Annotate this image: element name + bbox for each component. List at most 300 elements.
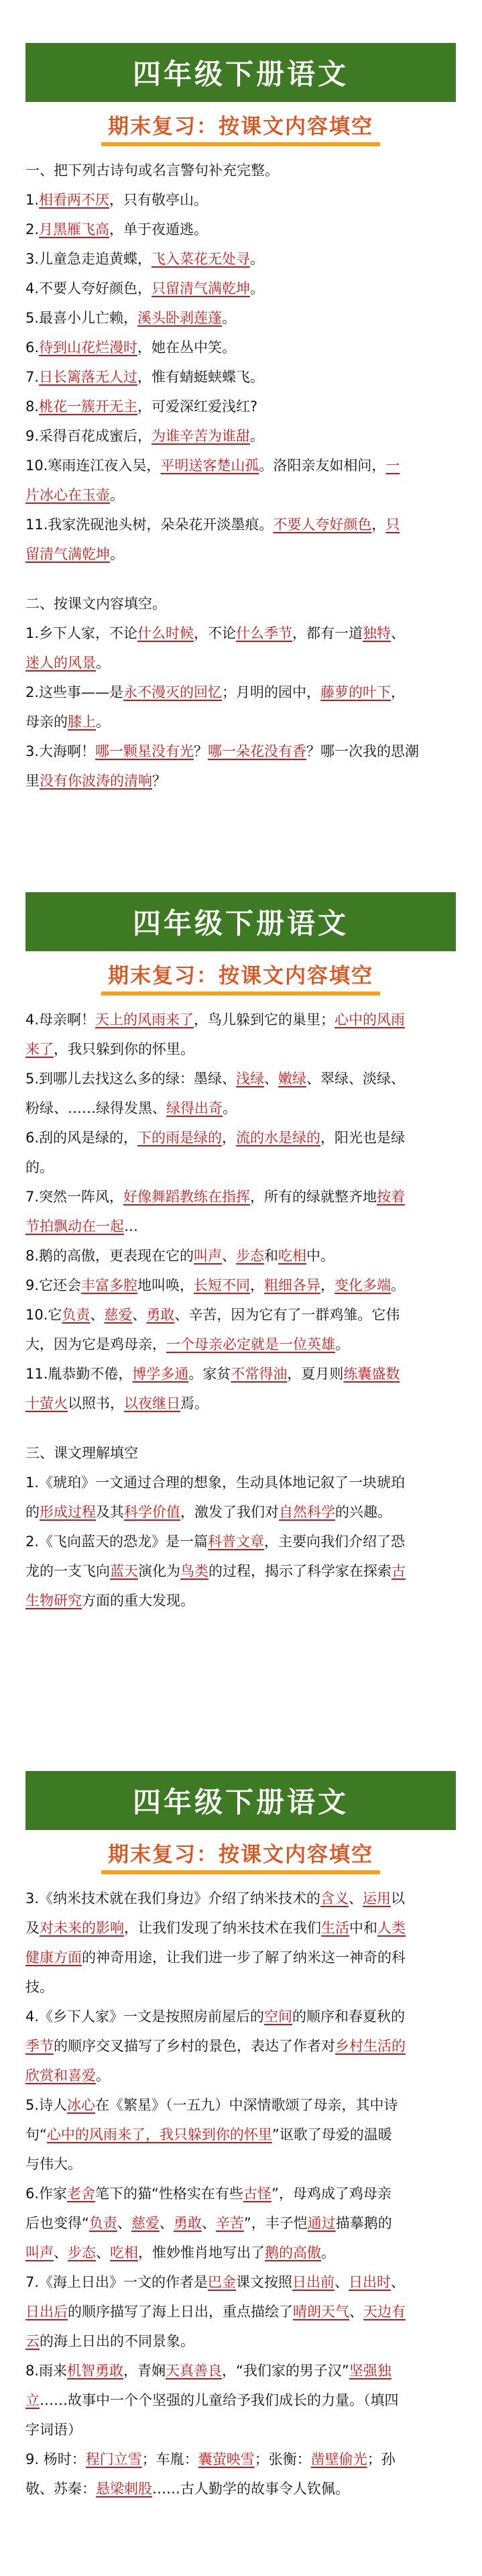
body-text: 方面的重大发现。 (82, 1593, 194, 1609)
answer-text: 自然科学 (279, 1504, 335, 1520)
answer-text: 运用 (363, 1890, 391, 1907)
body-text: ，所有的绿就整齐地 (250, 1189, 377, 1205)
text-line (25, 303, 456, 333)
body-text: 7.突然一阵风， (25, 1189, 124, 1205)
answer-text: 叫声 (25, 2245, 54, 2261)
text-line (25, 619, 456, 648)
body-text: 课文按照 (236, 2274, 293, 2290)
body-text: 3.《纳米技术就在我们身边》介绍了纳米技术的 (25, 1890, 321, 1907)
body-text: ，可爱深红爱浅红? (137, 398, 258, 415)
body-text: 的顺序描写了海上日出，重点描绘了 (68, 2304, 293, 2320)
body-text: 7. (25, 369, 40, 385)
answer-text: 鹅的高傲 (265, 2245, 321, 2261)
answer-text: 日出前 (292, 2274, 335, 2290)
answer-text: 天上的风雨来了 (95, 1012, 194, 1028)
answer-text: 膝上 (68, 714, 96, 730)
body-text: 的神奇用途，让我们进一步了解了纳米这一神奇的科 (82, 1949, 406, 1966)
body-text: ”讴歌了母爱的温暖 (272, 2127, 392, 2143)
answer-text: 藤萝的叶下 (320, 684, 391, 700)
text-line (25, 648, 456, 678)
body-text: 9.采得百花成蜜后， (25, 428, 152, 444)
answer-text: 空间 (264, 2008, 293, 2025)
text-line (25, 362, 456, 392)
text-line (25, 1330, 456, 1359)
answer-text: 含义 (320, 1890, 349, 1907)
body-text: 6. (25, 339, 40, 356)
text-line (25, 2267, 456, 2297)
body-text: 、 (96, 2245, 110, 2261)
answer-text: 立 (25, 2392, 40, 2408)
body-text: ，我只躲到你的怀里。 (54, 1041, 194, 1057)
body-text: 里 (25, 773, 40, 789)
body-text: 技。 (25, 1979, 54, 1995)
body-text: ，不论 (194, 625, 237, 641)
body-text: 1.《琥珀》一文通过合理的想象，生动具体地记叙了一块琥珀 (25, 1474, 406, 1491)
answer-text: 冰心 (67, 2097, 96, 2113)
subtitle-wrap (25, 102, 456, 153)
body-text: 、辛苦，因为它有了一群鸡雏。它伟 (174, 1307, 400, 1323)
text-line (25, 185, 456, 215)
answer-text: 桃花一簇开无主 (39, 398, 138, 415)
body-text: 。 (321, 2245, 335, 2261)
text-line (25, 1972, 456, 2002)
answer-text: 不常得油 (231, 1366, 288, 1382)
body-text: 的。 (25, 1159, 54, 1175)
body-text: 8.雨来 (25, 2363, 68, 2379)
answer-text: 生物研究 (25, 1593, 82, 1609)
answer-text: 心中的风雨 (335, 1012, 406, 1028)
body-text: ， (320, 1277, 335, 1293)
answer-text: 没有你波涛的清响 (40, 773, 152, 789)
answer-text: 流的水是绿的 (236, 1130, 321, 1146)
text-line (25, 1913, 456, 1943)
body-text: 、 (159, 2215, 174, 2231)
body-text: 。 (250, 428, 265, 444)
answer-text: 生活 (321, 1920, 349, 1936)
answer-text: 待到山花烂漫时 (39, 339, 138, 356)
body-text: 。 (250, 280, 265, 297)
answer-text: 以夜继日 (124, 1395, 180, 1411)
body-text: 10.它 (25, 1307, 62, 1323)
answer-text: 囊萤映雪 (198, 2451, 255, 2467)
body-text: ， (391, 684, 406, 700)
body-text: 及 (25, 1920, 40, 1936)
text-line (25, 215, 456, 244)
panel-header (25, 1771, 456, 1881)
answer-text: 程门立雪 (85, 2451, 142, 2467)
body-text: ，夏月则 (287, 1366, 344, 1382)
answer-text: 欣赏和喜爱 (25, 2068, 96, 2084)
text-line (25, 451, 456, 480)
text-line (25, 2326, 456, 2356)
body-text: ”，母鸡成了鸡母亲 (271, 2186, 391, 2202)
text-line (25, 1389, 456, 1418)
body-text: ？ (194, 743, 208, 759)
text-line (25, 2445, 456, 2474)
answer-text: 天边有 (363, 2304, 406, 2320)
answer-text: 悬梁刺股 (96, 2481, 152, 2497)
text-line (25, 2208, 456, 2238)
answer-text: 长短不同 (194, 1277, 251, 1293)
body-text: 6.刮的风是绿的， (25, 1130, 138, 1146)
body-text: 。 (96, 2068, 110, 2084)
body-text: 4.母亲啊！ (25, 1012, 96, 1028)
text-line (25, 707, 456, 737)
body-text: 、 (90, 1307, 105, 1323)
answer-text: 粗细各异 (264, 1277, 321, 1293)
answer-text: 哪一朵花没有香 (208, 743, 307, 759)
body-text: 焉。 (180, 1395, 208, 1411)
panel-3 (25, 1771, 456, 2504)
body-text: 、 (335, 2274, 349, 2290)
answer-text: 巴金 (208, 2274, 237, 2290)
answer-text: 飞入菜花无处寻 (152, 251, 251, 267)
body-text: 、 (391, 625, 406, 641)
answer-text: 步态 (236, 1248, 265, 1264)
body-text: 4.《乡下人家》一文是按照房前屋后的 (25, 2008, 265, 2025)
answer-text: 鸟类 (180, 1563, 208, 1579)
body-text: 中和 (349, 1920, 377, 1936)
answer-text: 按着 (377, 1189, 406, 1205)
body-text: 6.作家 (25, 2186, 68, 2202)
body-text: ，惟妙惟肖地写出了 (138, 2245, 265, 2261)
body-text: ，鸟儿躲到它的巢里； (194, 1012, 335, 1028)
body-text: 中。 (306, 1248, 335, 1264)
text-line (25, 539, 456, 569)
answer-text: 日出时 (349, 2274, 391, 2290)
body-text: ，青娴 (123, 2363, 166, 2379)
answer-text: 机智勇敢 (67, 2363, 124, 2379)
text-line (25, 1093, 456, 1123)
body-text: 的顺序和春夏秋的 (292, 2008, 406, 2025)
answer-text: 天真善良 (166, 2363, 223, 2379)
answer-text: 对未来的影响 (40, 1920, 124, 1936)
body-text: ，“我们家的男子汉” (222, 2363, 349, 2379)
answer-text: 云 (25, 2333, 40, 2349)
answer-text: 凿壁偷光 (310, 2451, 367, 2467)
body-text: 后也变得“ (25, 2215, 89, 2231)
body-text: 大，因为它是鸡母亲， (25, 1336, 166, 1352)
body-text: 3.儿童急走追黄蝶， (25, 251, 152, 267)
body-text: ，都有一道 (292, 625, 363, 641)
answer-text: 月黑雁飞高 (39, 221, 110, 237)
panel-header (25, 892, 456, 1002)
text-line (25, 1064, 456, 1093)
answer-text: 丰富多腔 (81, 1277, 138, 1293)
body-text: 、 (117, 2215, 131, 2231)
answer-text: 日长篱落无人过 (39, 369, 138, 385)
text-line (25, 1497, 456, 1527)
answer-text: 溪头卧剥莲蓬 (137, 310, 223, 326)
panel-2 (25, 892, 456, 1615)
text-line (25, 244, 456, 274)
body-text: 描摹鹅的 (335, 2215, 392, 2231)
subtitle-wrap (25, 1830, 456, 1881)
text-line (25, 737, 456, 766)
text-line (25, 1152, 456, 1182)
body-text: 。 (110, 546, 124, 562)
text-line (25, 2356, 456, 2385)
text-line (25, 333, 456, 362)
answer-text: 平明送客楚山孤 (160, 458, 259, 474)
answer-text: 科学价值 (124, 1504, 180, 1520)
body-text: 。 (222, 310, 237, 326)
body-text: 。洛阳亲友如相问， (259, 458, 386, 474)
body-text: 11.我家洗砚池头树，朵朵花开淡墨痕。 (25, 517, 274, 533)
body-text: 的海上日出的不同景象。 (40, 2333, 194, 2349)
text-line (25, 274, 456, 303)
answer-text: 坚强独 (349, 2363, 391, 2379)
body-text: 8.鹅的高傲，更表现在它的 (25, 1248, 194, 1264)
body-text: 9. 杨时： (25, 2451, 86, 2467)
body-text: 9.它还会 (25, 1277, 82, 1293)
body-text: 和 (264, 1248, 279, 1264)
answer-text: 蓝天 (110, 1563, 138, 1579)
answer-text: 变化多端 (335, 1277, 391, 1293)
body-text: 、 (264, 1071, 279, 1087)
answer-text: 辛苦 (215, 2215, 244, 2231)
body-text: 。 (96, 714, 110, 730)
body-text: 三、课文理解填空 (25, 1445, 138, 1461)
body-text: 1.乡下人家，不论 (25, 625, 138, 641)
body-text: 。 (110, 487, 124, 503)
body-text: ”，丰子恺 (243, 2215, 308, 2231)
text-line (25, 1359, 456, 1389)
answer-text: 一 (385, 458, 400, 474)
text-line (25, 1438, 456, 1468)
answer-text: 勇敢 (173, 2215, 202, 2231)
body-text: ……故事中一个个坚强的儿童给予我们成长的力量。（填四 (40, 2392, 399, 2408)
text-line (25, 1241, 456, 1271)
body-text: 地叫唤， (137, 1277, 194, 1293)
body-text: 、 (391, 2274, 406, 2290)
answer-text: 来了 (25, 1041, 54, 1057)
text-line (25, 2031, 456, 2061)
answer-text: 日出后 (25, 2304, 68, 2320)
answer-text: 老舍 (67, 2186, 96, 2202)
answer-text: 晴朗天气 (293, 2304, 349, 2320)
answer-text: 只 (385, 517, 400, 533)
answer-text: 嫩绿 (278, 1071, 307, 1087)
text-line (25, 1586, 456, 1615)
answer-text: 吃相 (110, 2245, 138, 2261)
text-line (25, 392, 456, 421)
body-text: ，只有敬亭山。 (109, 192, 208, 208)
text-line (25, 1943, 456, 1972)
answer-text: 独特 (363, 625, 391, 641)
body-text: ，激发了我们对 (180, 1504, 279, 1520)
answer-text: 心中的风雨来了，我只躲到你的怀里 (46, 2127, 272, 2143)
text-line (25, 2415, 456, 2445)
answer-text: 永不漫灭的回忆 (123, 684, 223, 700)
text-line (25, 678, 456, 707)
body-text: 二、按课文内容填空。 (25, 596, 166, 612)
text-line (25, 1182, 456, 1212)
text-line (25, 1034, 456, 1064)
body-text: 。 (335, 1336, 349, 1352)
answer-text: 相看两不厌 (39, 192, 110, 208)
body-text: 演化为 (138, 1563, 180, 1579)
answer-text: 片冰心在玉壶 (25, 487, 110, 503)
text-line (25, 1212, 456, 1241)
answer-text: 留清气满乾坤 (25, 546, 110, 562)
answer-text: 节拍飘动在一起 (25, 1218, 124, 1234)
body-text: 笔下的猫“性格实在有些 (95, 2186, 243, 2202)
panel-content (25, 1002, 456, 1615)
body-text: 、 (54, 2245, 68, 2261)
body-text: ？哪一次我的思潮 (306, 743, 420, 759)
text-line (25, 156, 456, 185)
body-text: 字词语） (25, 2422, 82, 2438)
body-text: ，她在丛中笑。 (137, 339, 237, 356)
body-text: 5.最喜小儿亡赖， (25, 310, 138, 326)
body-text: ……古人勤学的故事令人钦佩。 (152, 2481, 349, 2497)
body-text: 、 (201, 2215, 216, 2231)
body-text: 、 (349, 2304, 363, 2320)
text-line (25, 1884, 456, 1913)
body-text: ，单于夜遁逃。 (109, 221, 208, 237)
body-text: 。 (391, 1277, 406, 1293)
body-text: 的兴趣。 (335, 1504, 391, 1520)
text-line (25, 480, 456, 510)
spacer (25, 569, 456, 589)
title-bar (25, 1771, 456, 1830)
answer-text: 季节 (25, 2038, 54, 2054)
answer-text: 形成过程 (40, 1504, 96, 1520)
title-bar (25, 892, 456, 951)
text-line (25, 2061, 456, 2090)
answer-text: 负责 (62, 1307, 91, 1323)
body-text: 、 (349, 1890, 363, 1907)
text-line (25, 2238, 456, 2267)
body-text: 的 (25, 1504, 40, 1520)
body-text: 以 (391, 1890, 406, 1907)
body-text: ？ (152, 773, 166, 789)
body-text: 8. (25, 398, 40, 415)
text-line (25, 2385, 456, 2415)
body-text: ，阳光也是绿 (320, 1130, 406, 1146)
text-line (25, 2179, 456, 2208)
body-text: ；孙 (367, 2451, 396, 2467)
text-line (25, 510, 456, 539)
body-text: 。家贫 (188, 1366, 231, 1382)
body-text: 。 (96, 655, 110, 671)
body-text: ；车胤： (141, 2451, 198, 2467)
body-text: 2.这些事——是 (25, 684, 124, 700)
answer-text: 十萤火 (25, 1395, 68, 1411)
answer-text: 科普文章 (208, 1534, 265, 1550)
page-subtitle: 期末复习：按课文内容填空 (101, 1837, 380, 1874)
body-text: ，惟有蜻蜓蛱蝶飞。 (137, 369, 265, 385)
text-line (25, 2149, 456, 2179)
answer-text: 好像舞蹈教练在指挥 (123, 1189, 251, 1205)
spacer (25, 1418, 456, 1438)
text-line (25, 421, 456, 451)
text-line (25, 2297, 456, 2326)
body-text: 龙的一支飞向 (25, 1563, 110, 1579)
body-text: 的过程，揭示了科学家在探索 (208, 1563, 391, 1579)
panel-content (25, 153, 456, 796)
answer-text: 博学多通 (132, 1366, 189, 1382)
answer-text: 健康方面 (25, 1949, 82, 1966)
body-text: 。 (223, 1100, 237, 1116)
panel-content (25, 1881, 456, 2504)
body-text: 粉绿、……绿得发黑、 (25, 1100, 166, 1116)
answer-text: 为谁辛苦为谁甜 (152, 428, 251, 444)
body-text: 5.到哪儿去找这么多的绿：墨绿、 (25, 1071, 237, 1087)
answer-text: 乡村生活的 (335, 2038, 406, 2054)
answer-text: 练囊盛数 (343, 1366, 400, 1382)
text-line (25, 2120, 456, 2149)
body-text: … (124, 1218, 138, 1234)
body-text: 母亲的 (25, 714, 68, 730)
answer-text: 步态 (68, 2245, 96, 2261)
answer-text: 下的雨是绿的 (137, 1130, 223, 1146)
answer-text: 负责 (88, 2215, 117, 2231)
body-text: 、翠绿、淡绿、 (306, 1071, 406, 1087)
body-text: 及其 (96, 1504, 124, 1520)
body-text: 4.不要人夸好颜色， (25, 280, 152, 297)
answer-text: 绿得出奇 (166, 1100, 223, 1116)
answer-text: 什么季节 (236, 625, 293, 641)
body-text: 。 (250, 251, 265, 267)
text-line (25, 589, 456, 619)
body-text: 一、把下列古诗句或名言警句补充完整。 (25, 162, 279, 178)
body-text: 10.寒雨连江夜入吴， (25, 458, 161, 474)
body-text: 、 (132, 1307, 147, 1323)
page-title: 四年级下册语文 (132, 58, 349, 91)
body-text: 与伟大。 (25, 2156, 82, 2172)
page-title: 四年级下册语文 (132, 907, 349, 940)
answer-text: 古怪 (243, 2186, 272, 2202)
panel-1 (25, 43, 456, 796)
page-subtitle: 期末复习：按课文内容填空 (101, 109, 380, 146)
body-text: 敬、苏秦： (25, 2481, 96, 2497)
page-title: 四年级下册语文 (132, 1786, 349, 1819)
text-line (25, 1468, 456, 1497)
answer-text: 一个母亲必定就是一位英雄 (166, 1336, 335, 1352)
text-line (25, 2474, 456, 2504)
title-bar (25, 43, 456, 102)
subtitle-wrap (25, 951, 456, 1002)
text-line (25, 1527, 456, 1556)
body-text: 7.《海上日出》一文的作者是 (25, 2274, 208, 2290)
body-text: 2. (25, 221, 40, 237)
answer-text: 通过 (307, 2215, 336, 2231)
text-line (25, 2002, 456, 2031)
answer-text: 人类 (377, 1920, 406, 1936)
body-text: ， (371, 517, 386, 533)
body-text: 3.大海啊！ (25, 743, 96, 759)
answer-text: 迷人的风景 (25, 655, 96, 671)
body-text: ；张衡： (254, 2451, 311, 2467)
body-text: ；月明的园中， (222, 684, 321, 700)
answer-text: 什么时候 (137, 625, 194, 641)
panel-header (25, 43, 456, 153)
body-text: 2.《飞向蓝天的恐龙》是一篇 (25, 1534, 208, 1550)
page-subtitle: 期末复习：按课文内容填空 (101, 959, 380, 996)
body-text: ， (222, 1130, 237, 1146)
answer-text: 浅绿 (236, 1071, 265, 1087)
body-text: ，主要向我们介绍了恐 (264, 1534, 406, 1550)
body-text: 以照书， (68, 1395, 124, 1411)
body-text: ， (250, 1277, 265, 1293)
body-text: 、 (222, 1248, 237, 1264)
answer-text: 慈爱 (104, 1307, 133, 1323)
body-text: 的顺序交叉描写了乡村的景色，表达了作者对 (54, 2038, 335, 2054)
text-line (25, 1005, 456, 1034)
answer-text: 古 (391, 1563, 406, 1579)
